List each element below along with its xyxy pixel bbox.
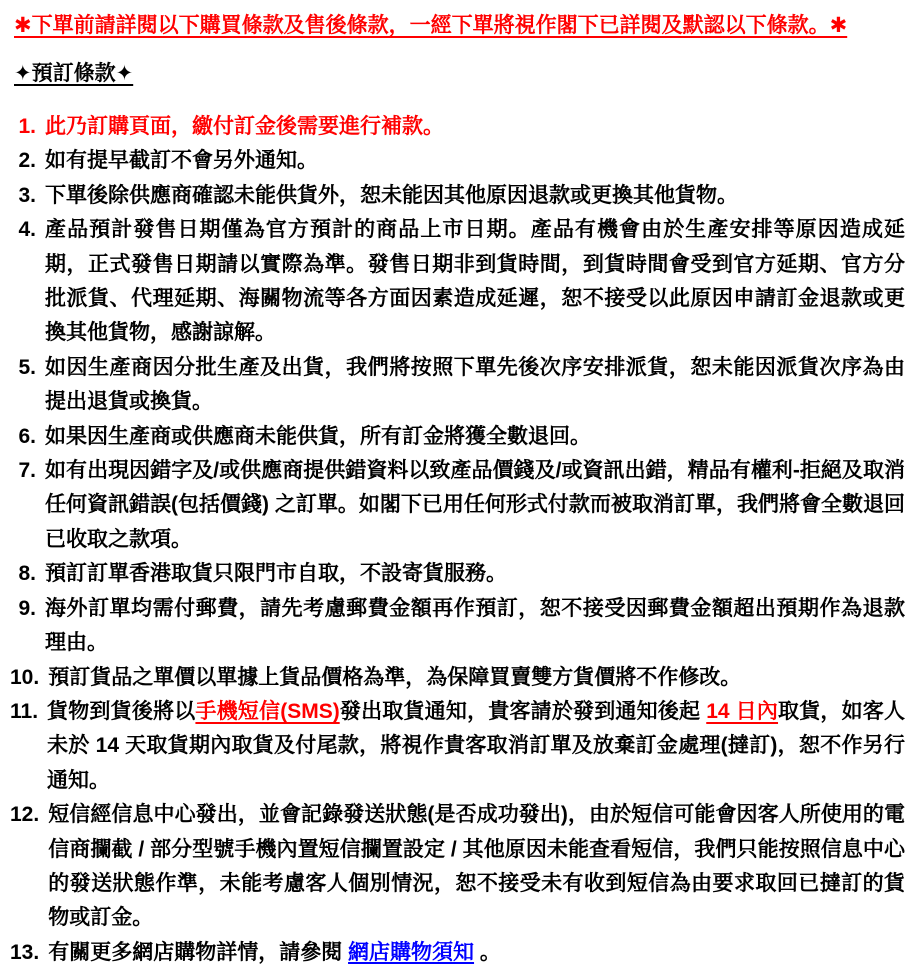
text-run: 如有提早截訂不會另外通知。 xyxy=(45,149,318,173)
term-item-11 xyxy=(10,695,905,798)
term-text xyxy=(47,695,905,798)
text-run: 。 xyxy=(474,940,501,964)
term-number: 1. xyxy=(18,115,36,138)
term-number: 12. xyxy=(10,803,40,827)
text-run: 如有出現因錯字及/或供應商提供錯資料以致產品價錢及/或資訊出錯，精品有權利-拒絕及取消任何資訊錯誤(包括價錢) 之訂單。如閣下已用任何形式付款而被取消訂單，我們將會全數退回已收取之款項。 xyxy=(45,459,905,551)
term-number: 13. xyxy=(10,940,40,964)
preorder-notice-banner: ✱下單前請詳閱以下購買條款及售後條款，一經下單將視作閣下已詳閱及默認以下條款。✱ xyxy=(14,14,848,37)
text-run: 貨物到貨後將以 xyxy=(47,699,196,723)
text-run: 如因生產商因分批生產及出貨，我們將按照下單先後次序安排派貨，恕未能因派貨次序為由提出退貨或換貨。 xyxy=(45,355,905,414)
term-item-12 xyxy=(10,798,905,936)
term-text xyxy=(45,110,905,144)
text-run: 短信經信息中心發出，並會記錄發送狀態(是否成功發出)，由於短信可能會因客人所使用的電信商攔截 / 部分型號手機內置短信攔置設定 / 其他原因未能查看短信，我們只能按照信息中心的發送狀態作準，未能考慮客人個別情況，恕不接受未有收到短信為由要求取回已撻訂的貨物或訂金。 xyxy=(48,803,905,930)
term-text xyxy=(48,936,905,970)
highlighted-text: 手機短信(SMS) xyxy=(195,699,340,723)
term-item-4 xyxy=(10,213,905,351)
term-number: 9. xyxy=(18,596,36,620)
term-text xyxy=(48,661,905,695)
term-item-6 xyxy=(10,420,905,454)
text-run: 海外訂單均需付郵費，請先考慮郵費金額再作預訂，恕不接受因郵費金額超出預期作為退款理由。 xyxy=(45,596,905,655)
term-number: 6. xyxy=(18,424,36,448)
term-item-13 xyxy=(10,936,905,970)
text-run: 產品預計發售日期僅為官方預計的商品上市日期。產品有機會由於生產安排等原因造成延期，正式發售日期請以實際為準。發售日期非到貨時間，到貨時間會受到官方延期、官方分批派貨、代理延期、海關物流等各方面因素造成延遲，恕不接受以此原因申請訂金退款或更換其他貨物，感謝諒解。 xyxy=(45,218,905,345)
term-text xyxy=(48,798,905,936)
text-run: 此乃訂購頁面，繳付訂金後需要進行補款。 xyxy=(45,115,444,138)
text-run: 如果因生產商或供應商未能供貨，所有訂金將獲全數退回。 xyxy=(45,424,591,448)
term-item-5 xyxy=(10,351,905,420)
term-number: 11. xyxy=(10,699,39,723)
term-item-3 xyxy=(10,179,905,213)
term-text xyxy=(45,592,905,661)
term-item-9 xyxy=(10,592,905,661)
term-text xyxy=(45,557,905,591)
text-run: 預訂貨品之單價以單據上貨品價格為準，為保障買賣雙方貨價將不作修改。 xyxy=(48,665,742,689)
term-item-10 xyxy=(10,661,905,695)
term-text xyxy=(45,454,905,557)
term-text xyxy=(45,420,905,454)
term-item-1 xyxy=(10,110,905,144)
text-run: 有關更多網店購物詳情，請參閱 xyxy=(48,940,349,964)
term-item-2 xyxy=(10,144,905,178)
term-number: 7. xyxy=(18,459,36,483)
term-number: 2. xyxy=(18,149,36,173)
term-text xyxy=(45,213,905,351)
term-number: 10. xyxy=(10,665,40,689)
term-item-8 xyxy=(10,557,905,591)
text-run: 預訂訂單香港取貨只限門市自取，不設寄貨服務。 xyxy=(45,562,507,586)
term-text xyxy=(45,351,905,420)
store-shopping-guide-link[interactable]: 網店購物須知 xyxy=(348,940,475,964)
term-number: 3. xyxy=(18,183,36,207)
term-number: 8. xyxy=(18,562,36,586)
term-text xyxy=(45,144,905,178)
highlighted-text: 14 日內 xyxy=(706,699,779,723)
terms-list xyxy=(10,110,905,970)
text-run: 下單後除供應商確認未能供貨外，恕未能因其他原因退款或更換其他貨物。 xyxy=(45,183,738,207)
text-run: 取貨，如客人未於 14 天取貨期內取貨及付尾款，將視作貴客取消訂單及放棄訂金處理(撻訂)，恕不作另行通知。 xyxy=(47,699,906,792)
term-number: 4. xyxy=(18,218,36,242)
section-title-preorder-terms: ✦預訂條款✦ xyxy=(14,62,134,85)
text-run: 發出取貨通知，貴客請於發到通知後起 xyxy=(339,699,707,723)
term-number: 5. xyxy=(18,355,36,379)
term-item-7 xyxy=(10,454,905,557)
term-text xyxy=(45,179,905,213)
